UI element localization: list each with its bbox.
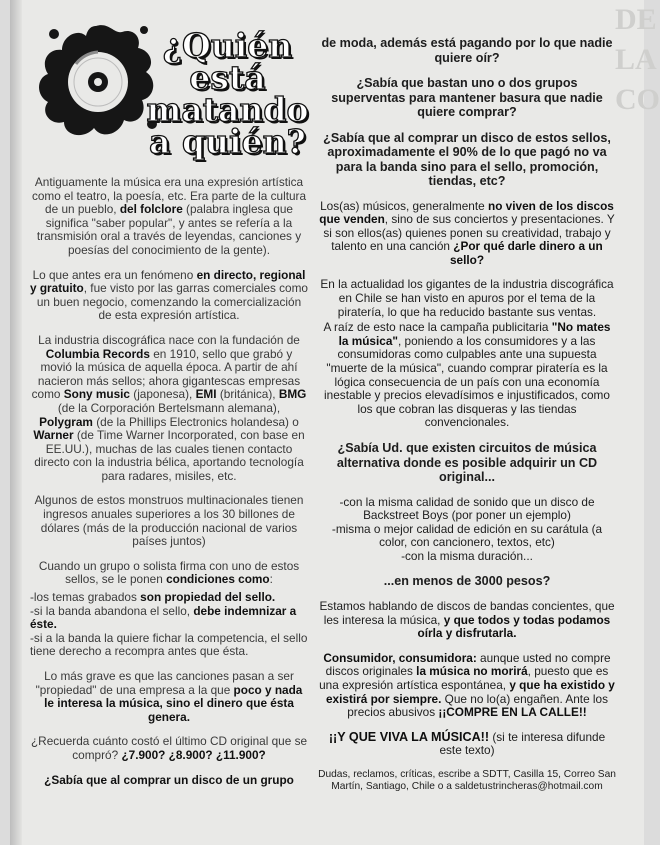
bold-text: del folclore [119, 202, 183, 217]
paragraph-campaign [318, 321, 616, 430]
text: -los temas grabados [30, 590, 141, 605]
alternative-list [318, 496, 616, 564]
bold-text: Columbia Records [45, 346, 150, 361]
bold-text: ¿Sabía que al comprar un disco de un grupo [44, 772, 294, 787]
text: Cuando un grupo o solista firma con uno de estos sellos, se le ponen [38, 558, 300, 587]
text: aunque usted no compre discos originales [325, 650, 611, 679]
text: Antiguamente la música era una expresión artística como el teatro, la poesía, etc. Era parte de la cultura de un pueblo, [31, 175, 307, 217]
text: (de la Corporación Bertelsmann alemana), [57, 400, 281, 415]
text: Lo más grave es que las canciones pasan a ser "propiedad" de una empresa a la que [35, 669, 294, 697]
bold-text: ¡¡COMPRE EN LA CALLE!! [438, 705, 587, 720]
paragraph-question-start [30, 774, 308, 788]
question-alternative: ¿Sabía Ud. que existen circuitos de música alternativa donde es posible adquirir un CD original... [336, 441, 598, 484]
paragraph-monsters: Algunos de estos monstruos multinacionales tienen ingresos anuales superiores a los 30 billones de dólares (más de la producción nacional de varios países juntos) [34, 493, 304, 549]
bleed-through-text [615, 0, 660, 845]
right-column [318, 36, 616, 793]
bold-text: "No mates la música" [338, 320, 611, 348]
paragraph-property [30, 670, 308, 724]
left-column [30, 176, 308, 798]
bold-text: en directo, regional y gratuito [30, 267, 306, 296]
text: , sino de sus conciertos y presentaciones. Y si son ellos(as) quienes ponen su creatividad, trabajo y talento en una canción [323, 212, 615, 254]
bold-text: condiciones como [166, 572, 270, 587]
page-title [145, 26, 310, 161]
text: : [269, 572, 273, 587]
paragraph-industry [30, 334, 308, 484]
paragraph-conditions [30, 560, 308, 587]
paragraph-consumer [318, 652, 616, 720]
text: (de Time Warner Incorporated, con base en EE.UU.), muchas de las cuales tienen contacto directo con la industria bélica, aportando tecnología para radares, misiles, etc. [34, 428, 305, 483]
paragraph-piracy: En la actualidad los gigantes de la industria discográfica en Chile se han visto en apuros por el tema de la piratería, lo que ha reducido bastante sus ventas. [320, 277, 614, 319]
text: Los(as) músicos, generalmente [320, 198, 488, 213]
bold-text: BMG [278, 387, 307, 402]
text: , poniendo a los consumidores y a las consumidoras como culpables ante una supuesta "muerte de la música", cuando comprar piratería es la lógica consecuencia de un país con una economía inestable y precios elevadísimos e injustificados, como los que cobran las disqueras y las tiendas convencionales. [324, 333, 610, 430]
paragraph-viva [318, 731, 616, 758]
bold-text: Sony music [63, 387, 130, 402]
bold-text: son propiedad del sello. [140, 590, 276, 605]
text: , puesto que es una expresión artística espontánea, [319, 664, 609, 692]
list-item: -misma o mejor calidad de edición en su carátula (a color, con cancionero, textos, etc) [331, 521, 603, 550]
page-edge-shadow [10, 0, 22, 845]
bold-text: debe indemnizar a éste. [30, 603, 297, 632]
list-item: -con la misma calidad de sonido que un disco de Backstreet Boys (por poner un ejemplo) [339, 494, 595, 523]
title-line: matando [146, 90, 309, 129]
list-item: -si a la banda la quiere fichar la competencia, el sello tiene derecho a recompra antes que ésta. [30, 630, 308, 659]
text: (japonesa), [129, 387, 196, 402]
conditions-list [30, 591, 308, 659]
text: ¿Recuerda cuánto costó el último CD original que se compró? [30, 734, 308, 762]
question-superventas: ¿Sabía que bastan uno o dos grupos superventas para mantener basura que nadie quiere comprar? [331, 76, 603, 119]
bleed-line: LA [615, 43, 657, 76]
title-line: está [189, 58, 266, 97]
text: -si la banda abandona el sello, [30, 603, 194, 618]
list-item [30, 591, 308, 605]
text: en 1910, sello que grabó y movió la música de aquella época. A partir de ahí nacieron más sellos; ahora gigantescas empresas como [31, 346, 301, 402]
paragraph-bands [318, 600, 616, 641]
text: Estamos hablando de discos de bandas concientes, que les interesa la música, [319, 598, 615, 627]
text: , fue visto por las garras comerciales como un buen negocio, comenzando la comercialización de esta expresión artística. [36, 281, 308, 323]
bold-text: Consumidor, consumidora: [323, 650, 477, 665]
text: (si te interesa difunde este texto) [439, 729, 606, 758]
contact-footer: Dudas, reclamos, críticas, escribe a SDTT, Casilla 15, Correo San Martín, Santiago, Chile o a saldetustrincheras@hotmail.com [318, 768, 616, 792]
paragraph-musicians [318, 200, 616, 268]
bleed-line: DE [615, 3, 657, 36]
bold-text: ¿Por qué darle dinero a un sello? [449, 239, 603, 267]
paragraph-phenomenon [30, 269, 308, 323]
text: La industria discográfica nace con la fundación de [38, 332, 300, 347]
bold-text: Warner [33, 428, 74, 443]
text: Que no lo(a) engañen. Ante los precios abusivos [347, 691, 608, 720]
question-percentage: ¿Sabía que al comprar un disco de estos sellos, aproximadamente el 90% de lo que pagó no va para la banda sino para el sello, promoción, tiendas, etc? [323, 130, 611, 188]
bold-text: Polygram [39, 414, 93, 429]
splat-cd-icon [34, 20, 159, 145]
question-price: ...en menos de 3000 pesos? [383, 574, 551, 589]
title-line: ¿Quién [162, 26, 293, 65]
paragraph-history [30, 176, 308, 258]
text: (palabra inglesa que significa "saber popular", y antes se refería a la transmisión oral a través de leyendas, canciones y poesías del conocimiento de la gente). [36, 202, 302, 257]
bold-text: ¿7.900? ¿8.900? ¿11.900? [121, 747, 266, 762]
bold-text: ¡¡Y QUE VIVA LA MÚSICA!! [328, 729, 490, 744]
list-item: -con la misma duración... [401, 548, 533, 563]
bold-text: no viven de los discos que venden [319, 198, 614, 227]
list-item [30, 605, 308, 632]
title-line: a quién? [149, 122, 306, 161]
text: (británica), [216, 387, 279, 402]
question-fashion: de moda, además está pagando por lo que nadie quiere oír? [321, 36, 613, 65]
text: (de la Phillips Electronics holandesa) o [92, 414, 299, 429]
bold-text: y que ha existido y existirá por siempre. [326, 677, 615, 706]
text: Lo que antes era un fenómeno [32, 267, 197, 282]
text: A raíz de esto nace la campaña publicitaria [323, 320, 552, 335]
bleed-line: CO [615, 83, 660, 116]
flyer-page [10, 0, 660, 845]
paragraph-cd-price [30, 735, 308, 762]
bold-text: EMI [195, 387, 217, 402]
bold-text: la música no morirá [416, 664, 528, 679]
bold-text: poco y nada le interesa la música, sino el dinero que ésta genera. [44, 682, 303, 724]
bold-text: y que todos y todas podamos oírla y disfrutarla. [417, 612, 611, 641]
